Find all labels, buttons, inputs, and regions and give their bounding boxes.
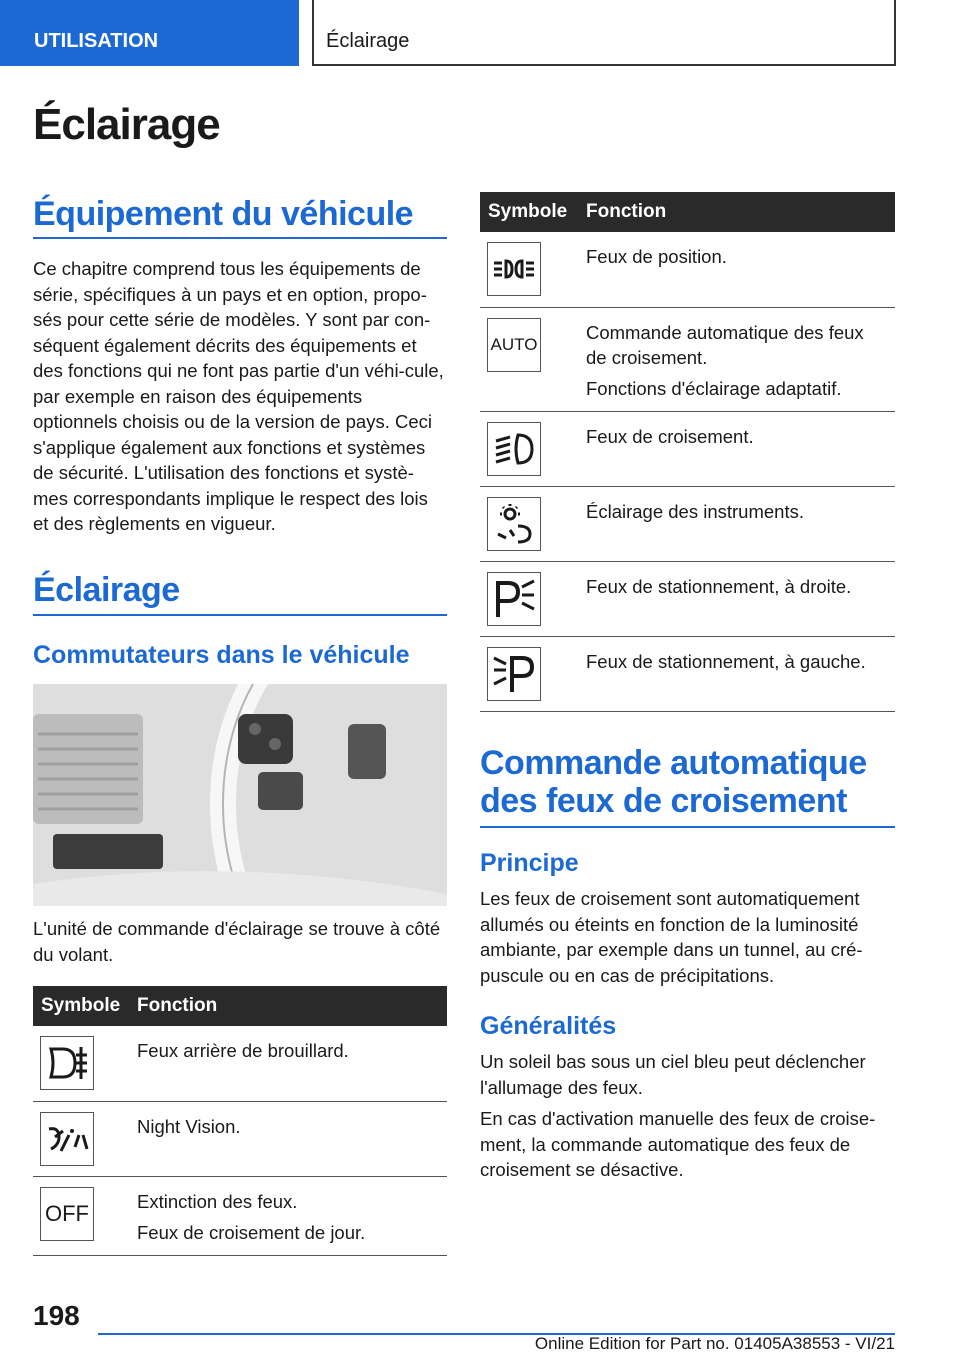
header-chapter-title: Éclairage <box>312 0 896 66</box>
table-row <box>480 561 895 636</box>
table-row <box>33 1176 447 1255</box>
row-text: Commande automatique des feux de croisement. <box>586 321 864 368</box>
row-text: Fonctions d'éclairage adaptatif. <box>586 377 842 399</box>
parking-light-left-icon <box>487 647 541 701</box>
night-vision-icon <box>40 1112 94 1166</box>
auto-icon <box>487 318 541 372</box>
col-header-function: Fonction <box>129 986 447 1026</box>
symbol-table-right <box>480 192 895 712</box>
col-header-symbol: Symbole <box>480 192 578 232</box>
heading-generalites: Généralités <box>480 1012 617 1040</box>
table-row <box>480 636 895 711</box>
symbol-table-left <box>33 986 447 1256</box>
auto-icon-label: AUTO <box>490 335 538 354</box>
row-text: Extinction des feux. <box>137 1190 298 1212</box>
photo-caption: L'unité de commande d'éclairage se trouve à côté du volant. <box>33 918 441 965</box>
intro-paragraph: Ce chapitre comprend tous les équipements de série, spécifiques à un pays et en option, propo-sés pour cette série de modèles. Y sont par con-séquent également décrits des équipements et des fonctions qui ne font pas partie d'un véhi-cule, par exemple en raison des équipements optionnels choisis ou de la version de pays. Ceci s'applique également aux fonctions et systèmes de sécurité. L'utilisation des fonctions et systè-mes correspondants implique le respect des lois et des règlements en vigueur. <box>33 258 444 534</box>
footer-edition: Online Edition for Part no. 01405A38553 - VI/21 <box>534 1334 895 1353</box>
page-title: Éclairage <box>33 100 220 149</box>
low-beam-icon <box>487 422 541 476</box>
generalites-text <box>480 1049 895 1189</box>
instrument-lighting-icon <box>487 497 541 551</box>
table-row <box>33 1101 447 1176</box>
row-text: Feux de croisement de jour. <box>137 1221 366 1243</box>
row-text: Feux de croisement. <box>586 425 754 447</box>
table-row <box>480 411 895 486</box>
row-text: Feux de stationnement, à gauche. <box>586 650 866 672</box>
position-light-icon <box>487 242 541 296</box>
rear-fog-light-icon <box>40 1036 94 1090</box>
col-header-function: Fonction <box>578 192 895 232</box>
table-row <box>480 232 895 307</box>
heading-commande-automatique: Commande automatique des feux de croisement <box>480 744 895 828</box>
dashboard-illustration <box>33 684 447 906</box>
parking-light-right-icon <box>487 572 541 626</box>
generalites-paragraph-1: Un soleil bas sous un ciel bleu peut déclencher l'allumage des feux. <box>480 1051 866 1098</box>
dashboard-photo <box>33 684 447 906</box>
table-row <box>33 1026 447 1101</box>
off-icon-label: OFF <box>45 1201 89 1226</box>
table-row <box>480 307 895 411</box>
off-icon <box>40 1187 94 1241</box>
row-text: Night Vision. <box>137 1115 241 1137</box>
row-text: Feux de position. <box>586 246 727 267</box>
generalites-paragraph-2: En cas d'activation manuelle des feux de croise-ment, la commande automatique des feux de croisement se désactive. <box>480 1108 876 1180</box>
heading-eclairage: Éclairage <box>33 572 447 616</box>
heading-principe: Principe <box>480 849 579 877</box>
header-section-tab: UTILISATION <box>0 0 299 66</box>
table-row <box>480 486 895 561</box>
heading-equipement: Équipement du véhicule <box>33 196 447 239</box>
row-text: Feux de stationnement, à droite. <box>586 575 852 597</box>
heading-commutateurs: Commutateurs dans le véhicule <box>33 641 410 669</box>
col-header-symbol: Symbole <box>33 986 129 1026</box>
row-text: Éclairage des instruments. <box>586 500 804 522</box>
principe-paragraph: Les feux de croisement sont automatiquement allumés ou éteints en fonction de la luminosité ambiante, par exemple dans un tunnel, au cré-puscule ou en cas de précipitations. <box>480 888 863 986</box>
row-text: Feux arrière de brouillard. <box>137 1040 349 1061</box>
page-number: 198 <box>33 1300 80 1331</box>
